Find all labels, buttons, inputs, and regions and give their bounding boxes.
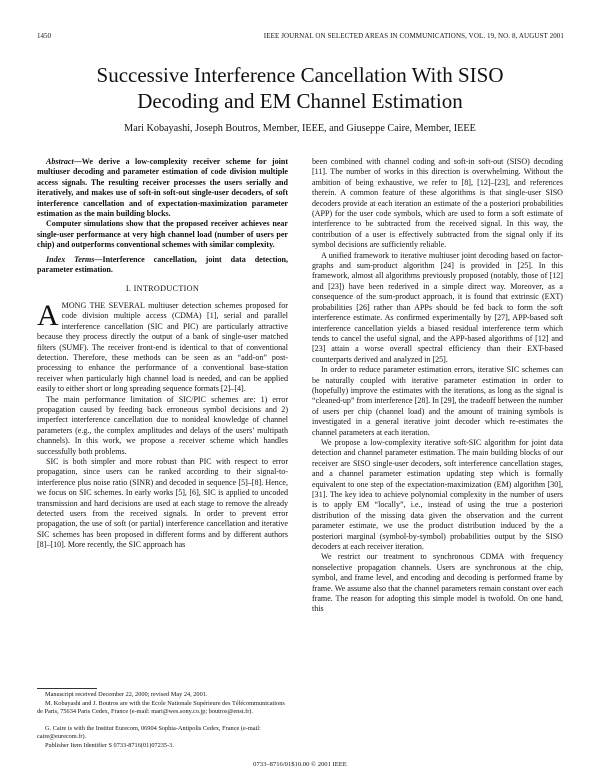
intro-paragraph-2: The main performance limitation of SIC/PIC schemes are: 1) error propagation caused by feeding back erroneous symbol decisions and 2) imperfect interference cancellation due to nonideal knowledge of channel parameters (e.g., the complex amplitudes and delays of the users’ multipath channels). In this work, we propose a receiver scheme which handles successfully both problems. <box>37 394 288 456</box>
left-column <box>37 157 288 551</box>
index-terms-body: Interference cancellation, joint data detection, parameter estimation. <box>37 254 288 275</box>
footnote-received: Manuscript received December 22, 2000; revised May 24, 2001. <box>45 691 208 698</box>
right-column <box>312 157 563 615</box>
right-paragraph-1: been combined with channel coding and soft-in soft-out (SISO) decoding [11]. The number of works in this direction is overwhelming. Without the ambition of being exhaustive, we refer to [8], [12]–[23], and references therein. A common feature of these algorithms is that single-user SISO decoders provide at each iteration an estimate of the a posteriori probabilities (APP) for the user code symbols, which are used to form a soft estimate of interference to be subtracted from the received signal. In this way, the contribution of a user is effectively subtracted from the signal only if its symbol decisions are sufficiently reliable. <box>312 157 563 250</box>
right-paragraph-5: We restrict our treatment to synchronous CDMA with frequency nonselective propagation channels. Users are synchronous at the chip, symbol, and frame level, and encoding and decoding is performed frame by frame. We assume also that the channel parameters remain constant over each frame. The reason for adopting this simple model is twofold. On one hand, this <box>312 552 563 614</box>
paper-title-line-2: Decoding and EM Channel Estimation <box>137 89 463 113</box>
intro-paragraph-3: SIC is both simpler and more robust than PIC with respect to error propagation, since users can be ranked according to their signal-to-interference plus noise ratio (SINR) and decoded in sequence [5]–[8]. Hence, we focus on SIC schemes. In early works [5], [6], SIC is applied to uncoded transmission and hard decisions are used at each stage to remove the already detected users from the received signals. In order to prevent error propagation, the use of soft (or partial) interference cancellation and iterative SIC schemes has been proposed in different forms and by different authors [8]–[10]. More recently, the SIC approach has <box>37 456 288 550</box>
index-terms-lead: Index Terms— <box>46 254 103 264</box>
paper-title-line-1: Successive Interference Cancellation With SISO <box>96 63 504 87</box>
page-number: 1450 <box>37 32 51 40</box>
footnote-affiliation-1: M. Kobayashi and J. Boutros are with the Ecole Nationale Supérieure des Télécommunications de Paris, 75634 Paris Cedex, France (e-mail: mari@wes.sony.co.jp; boutros@enst.fr). <box>37 700 285 716</box>
right-paragraph-2: A unified framework to iterative multiuser joint decoding based on factor-graphs and sum-product algorithm [24] is provided in [25]. In this framework, almost all algorithms previously proposed (notably, those of [12] and [23]) have been rederived in a simple direct way. Moreover, as a consequence of the sum-product approach, it is found that extrinsic (EXT) probabilities [26] rather than APPs should be fed back to form the soft interference estimate. As confirmed experimentally by [27], APP-based soft interference cancellation yields a biased residual interference term which tends to cancel the useful signal, and the APP-based algorithms of [12] and [23] attain a worse overall spectral efficiency than their EXT-based counterparts derived and analyzed in [25]. <box>312 250 563 364</box>
section-heading: I. INTRODUCTION <box>125 284 200 294</box>
abstract-body: We derive a low-complexity receiver scheme for joint multiuser decoding and parameter estimation of code division multiple access signals. The resulting receiver processes the users serially and iteratively, and makes use of soft-in soft-out single-user decoders, of soft interference cancellation and of expectation-maximization parameter estimation as the main building blocks. <box>37 157 288 219</box>
journal-header: IEEE JOURNAL ON SELECTED AREAS IN COMMUNICATIONS, VOL. 19, NO. 8, AUGUST 2001 <box>263 32 564 40</box>
right-paragraph-4: We propose a low-complexity iterative soft-SIC algorithm for joint data detection and channel parameter estimation. The main building blocks of our receiver are SISO single-user decoders, soft interference cancellation stages, and a channel parameter estimation updating step which is formally equivalent to one step of the expectation-maximization (EM) algorithm [30], [31]. The key idea to achieve polynomial complexity in the number of users is to apply EM “locally”, i.e., instead of using the true a posteriori distribution of the missing data given the observation and the current parameter estimate, we use the product distribution induced by the a posteriori marginal (symbol-by-symbol) probabilities output by the SISO decoders at each receiver iteration. <box>312 437 563 552</box>
footnote-affiliation-2: G. Caire is with the Institut Eurecom, 06904 Sophia-Antipolis Cedex, France (e-mail: caire@eurecom.fr). <box>37 725 261 741</box>
abstract <box>37 157 288 219</box>
intro-paragraph-1-text: MONG THE SEVERAL multiuser detection schemes proposed for code division multiple access (CDMA) [1], serial and parallel interference cancellation (SIC and PIC) are particularly attractive because they process directly the output of a bank of single-user matched filters (SUMF). The receiver front-end is identical to that of conventional detection. Therefore, these methods can be seen as an “add-on” post-processing to enhance the performance of a conventional base-station receiver when particularly high channel load is needed, and can be applied easily to either short or long spreading sequence formats [2]–[4]. <box>37 300 288 394</box>
drop-cap: A <box>37 298 59 332</box>
copyright-footer: 0733–8716/01$10.00 © 2001 IEEE <box>253 761 347 768</box>
index-terms <box>37 255 288 276</box>
author-list: Mari Kobayashi, Joseph Boutros, Member, IEEE, and Giuseppe Caire, Member, IEEE <box>124 123 476 134</box>
intro-paragraph-1 <box>37 298 288 395</box>
footnote-publisher-id: Publisher Item Identifier S 0733-8716(01)07235-3. <box>45 742 174 749</box>
abstract-paragraph-2: Computer simulations show that the proposed receiver achieves near single-user performance at very high channel load (number of users per chip) and outperforms conventional schemes with similar complexity. <box>37 219 288 250</box>
abstract-lead: Abstract— <box>46 157 82 166</box>
footnote-rule <box>37 688 97 689</box>
right-paragraph-3: In order to reduce parameter estimation errors, iterative SIC schemes can be naturally coupled with iterative parameter estimation in order to (hopefully) improve the estimates with the iterations, as long as the signal is “cleaned-up” from interference [28]. In [29], the tradeoff between the number of users per chip (channel load) and the amount of training symbols is investigated in a general iterative joint decoder which re-estimates the channel parameters at each iteration. <box>312 365 563 437</box>
